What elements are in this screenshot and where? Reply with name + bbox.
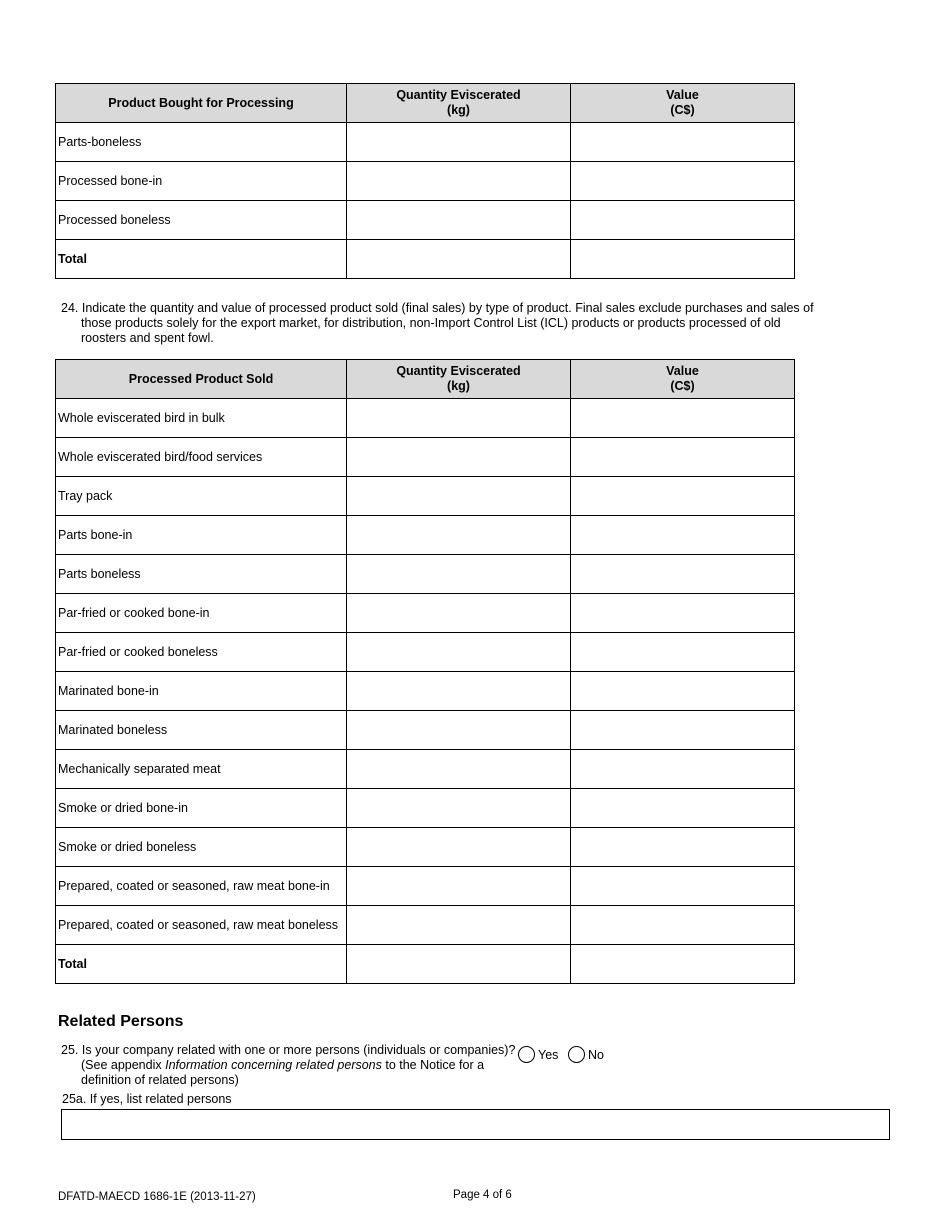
row-label: Whole eviscerated bird/food services: [56, 438, 347, 477]
quantity-input[interactable]: [347, 594, 571, 633]
value-input[interactable]: [571, 906, 795, 945]
value-input[interactable]: [571, 711, 795, 750]
row-label: Parts boneless: [56, 555, 347, 594]
question-25: 25. Is your company related with one or more persons (individuals or companies)? (See appendix Information concerning related persons to the Notice for a definition of related persons): [61, 1043, 516, 1087]
value-input[interactable]: [571, 633, 795, 672]
table-row: [56, 438, 795, 477]
table-row: [56, 555, 795, 594]
table-row: [56, 516, 795, 555]
value-input[interactable]: [571, 867, 795, 906]
value-input[interactable]: [571, 594, 795, 633]
row-label: Processed bone-in: [56, 162, 347, 201]
quantity-input[interactable]: [347, 516, 571, 555]
value-input[interactable]: [571, 201, 795, 240]
quantity-input[interactable]: [347, 555, 571, 594]
quantity-input[interactable]: [347, 162, 571, 201]
quantity-input[interactable]: [347, 399, 571, 438]
value-input[interactable]: [571, 438, 795, 477]
quantity-input[interactable]: [347, 789, 571, 828]
row-label: Marinated boneless: [56, 711, 347, 750]
row-label: Par-fried or cooked bone-in: [56, 594, 347, 633]
total-row: [56, 945, 795, 984]
page-number: Page 4 of 6: [453, 1189, 512, 1201]
table-header-row: [56, 84, 795, 123]
quantity-input[interactable]: [347, 123, 571, 162]
table-row: [56, 399, 795, 438]
table-row: [56, 789, 795, 828]
table-row: [56, 750, 795, 789]
value-input[interactable]: [571, 399, 795, 438]
row-label: Tray pack: [56, 477, 347, 516]
table-row: [56, 711, 795, 750]
table-row: [56, 594, 795, 633]
value-total-input[interactable]: [571, 240, 795, 279]
value-input[interactable]: [571, 555, 795, 594]
row-label: Whole eviscerated bird in bulk: [56, 399, 347, 438]
value-input[interactable]: [571, 123, 795, 162]
header-quantity: Quantity Eviscerated (kg): [347, 84, 571, 123]
quantity-total-input[interactable]: [347, 945, 571, 984]
header-product: Processed Product Sold: [56, 360, 347, 399]
table-row: [56, 828, 795, 867]
quantity-input[interactable]: [347, 201, 571, 240]
row-label: Smoke or dried boneless: [56, 828, 347, 867]
row-label: Processed boneless: [56, 201, 347, 240]
quantity-input[interactable]: [347, 672, 571, 711]
table-row: [56, 633, 795, 672]
header-value: Value (C$): [571, 84, 795, 123]
table-row: [56, 906, 795, 945]
table-row: [56, 201, 795, 240]
table-header-row: [56, 360, 795, 399]
table-row: [56, 477, 795, 516]
value-input[interactable]: [571, 672, 795, 711]
related-persons-input[interactable]: [61, 1109, 890, 1140]
question-24: 24. Indicate the quantity and value of processed product sold (final sales) by type of product. Final sales exclude purchases and sales of those products solely for the export market, for distribution, non-Import Control List (ICL) products or products processed of old roosters and spent fowl.: [61, 301, 814, 345]
radio-label-no: No: [588, 1047, 604, 1062]
radio-circle-icon[interactable]: [568, 1046, 585, 1063]
row-label: Marinated bone-in: [56, 672, 347, 711]
value-input[interactable]: [571, 828, 795, 867]
quantity-input[interactable]: [347, 750, 571, 789]
value-input[interactable]: [571, 477, 795, 516]
row-label: Mechanically separated meat: [56, 750, 347, 789]
row-label: Prepared, coated or seasoned, raw meat bone-in: [56, 867, 347, 906]
row-label: Total: [56, 240, 347, 279]
quantity-input[interactable]: [347, 906, 571, 945]
row-label: Parts-boneless: [56, 123, 347, 162]
value-total-input[interactable]: [571, 945, 795, 984]
table-row: [56, 123, 795, 162]
header-product: Product Bought for Processing: [56, 84, 347, 123]
quantity-input[interactable]: [347, 867, 571, 906]
quantity-input[interactable]: [347, 438, 571, 477]
row-label: Prepared, coated or seasoned, raw meat boneless: [56, 906, 347, 945]
quantity-input[interactable]: [347, 633, 571, 672]
quantity-input[interactable]: [347, 711, 571, 750]
row-label: Parts bone-in: [56, 516, 347, 555]
row-label: Smoke or dried bone-in: [56, 789, 347, 828]
radio-label-yes: Yes: [538, 1047, 559, 1062]
processed-product-sold-table: [55, 359, 795, 984]
value-input[interactable]: [571, 750, 795, 789]
table-row: [56, 672, 795, 711]
related-yes-radio[interactable]: [518, 1046, 558, 1063]
form-id: DFATD-MAECD 1686-1E (2013-11-27): [58, 1191, 256, 1203]
section-title-related-persons: Related Persons: [58, 1013, 184, 1030]
table-row: [56, 162, 795, 201]
product-bought-table: [55, 83, 795, 279]
row-label: Par-fried or cooked boneless: [56, 633, 347, 672]
radio-circle-icon[interactable]: [518, 1046, 535, 1063]
quantity-input[interactable]: [347, 477, 571, 516]
header-quantity: Quantity Eviscerated (kg): [347, 360, 571, 399]
value-input[interactable]: [571, 516, 795, 555]
quantity-input[interactable]: [347, 828, 571, 867]
value-input[interactable]: [571, 162, 795, 201]
value-input[interactable]: [571, 789, 795, 828]
quantity-total-input[interactable]: [347, 240, 571, 279]
question-25a-label: 25a. If yes, list related persons: [62, 1092, 232, 1106]
row-label: Total: [56, 945, 347, 984]
table-row: [56, 867, 795, 906]
header-value: Value (C$): [571, 360, 795, 399]
related-no-radio[interactable]: [568, 1046, 604, 1063]
total-row: [56, 240, 795, 279]
